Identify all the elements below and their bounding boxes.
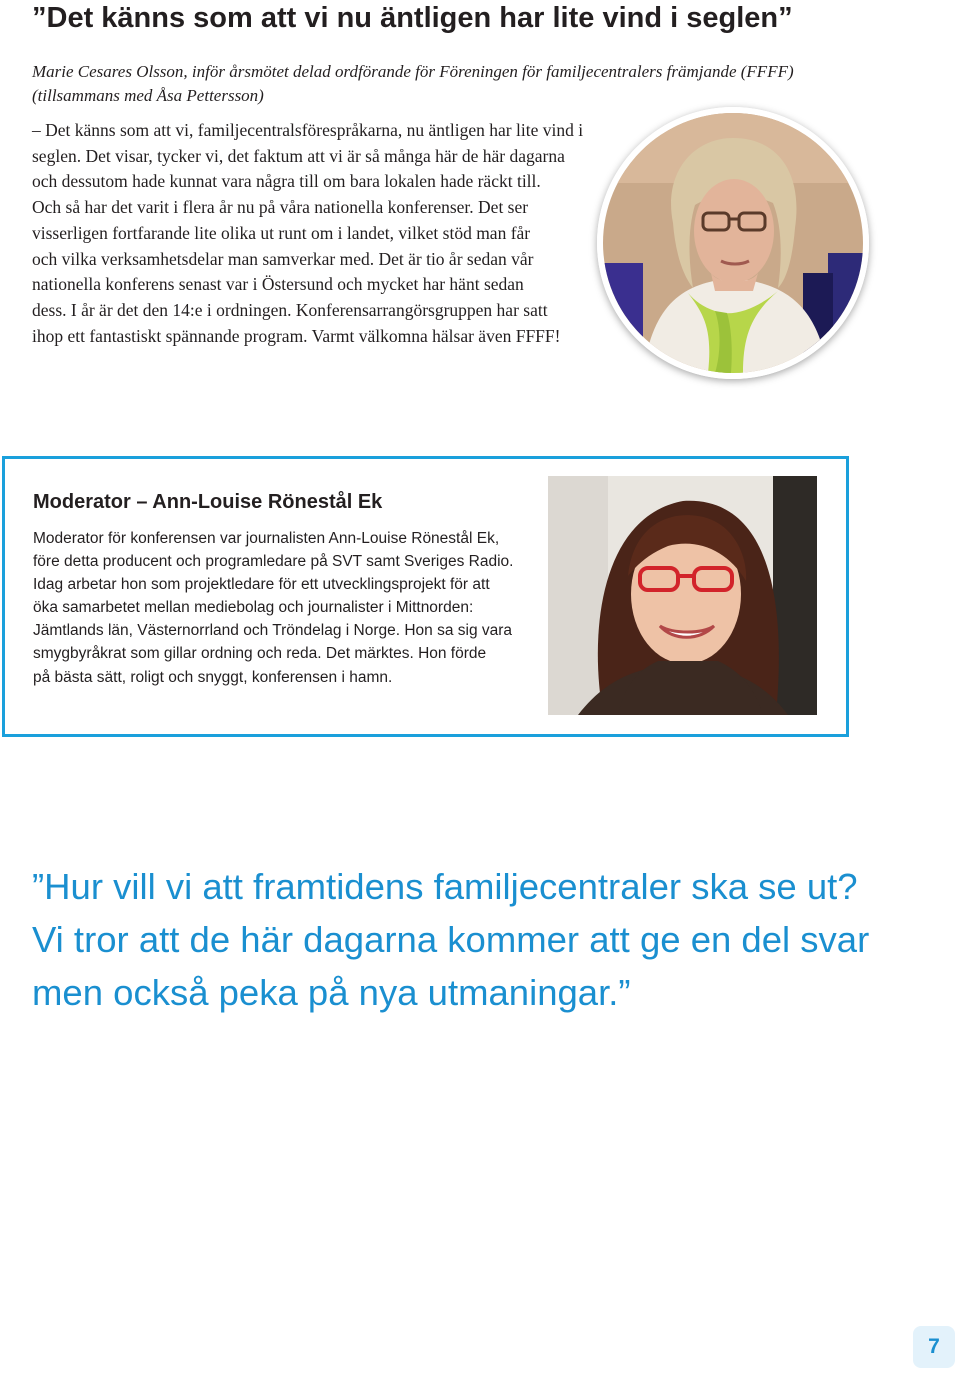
body-line: – Det känns som att vi, familjecentralsförespråkarna, nu äntligen har lite vind i	[32, 120, 584, 140]
page-number-badge: 7	[913, 1326, 955, 1368]
byline-line: Marie Cesares Olsson, inför årsmötet delad ordförande för Föreningen för familjecentralers främjande (FFFF)	[32, 62, 794, 81]
moderator-photo-illustration	[548, 476, 817, 715]
moderator-line: Idag arbetar hon som projektledare för ett utvecklingsprojekt för att	[33, 576, 490, 594]
body-line: ihop ett fantastiskt spännande program. Varmt välkomna hälsar även FFFF!	[32, 325, 561, 346]
body-line: nationella konferens senast var i Östersund och mycket har hänt sedan	[32, 274, 524, 295]
body-line: visserligen fortfarande lite olika ut runt om i landet, vilket stöd man får	[32, 222, 531, 243]
moderator-line: Jämtlands län, Västernorrland och Tröndelag i Norge. Hon sa sig vara	[33, 622, 513, 640]
moderator-photo	[548, 476, 817, 715]
moderator-title: Moderator – Ann-Louise Rönestål Ek	[33, 491, 383, 513]
speaker-portrait-photo	[597, 107, 869, 379]
article-headline: ”Det känns som att vi nu äntligen har lite vind i seglen”	[32, 2, 793, 34]
speaker-portrait-illustration	[603, 113, 863, 373]
body-line: Och så har det varit i flera år nu på våra nationella konferenser. Det ser	[32, 197, 529, 218]
moderator-info-box	[2, 456, 849, 737]
body-line: seglen. Det visar, tycker vi, det faktum att vi är så många här de här dagarna	[32, 145, 565, 166]
moderator-line: smygbyråkrat som gillar ordning och reda. Det märktes. Hon förde	[33, 645, 487, 663]
moderator-line: öka samarbetet mellan mediebolag och journalister i Mittnorden:	[33, 599, 474, 617]
body-line: och vilka verksamhetsdelar man samverkar med. Det är tio år sedan vår	[32, 248, 534, 269]
moderator-line: på bästa sätt, roligt och snyggt, konferensen i hamn.	[33, 668, 393, 686]
moderator-description	[33, 527, 533, 689]
article-byline	[32, 60, 832, 108]
moderator-line: Moderator för konferensen var journalisten Ann-Louise Rönestål Ek,	[33, 530, 500, 547]
body-line: och dessutom hade kunnat vara några till om bara lokalen hade räckt till.	[32, 171, 541, 192]
body-line: dess. I år är det den 14:e i ordningen. Konferensarrangörsgruppen har satt	[32, 299, 548, 320]
quote-line: Vi tror att de här dagarna kommer att ge en del svar	[32, 919, 870, 960]
quote-line: ”Hur vill vi att framtidens familjecentraler ska se ut?	[32, 866, 858, 907]
byline-line: (tillsammans med Åsa Pettersson)	[32, 86, 264, 105]
pull-quote	[32, 860, 912, 1019]
article-body	[32, 118, 632, 349]
quote-line: men också peka på nya utmaningar.”	[32, 972, 631, 1013]
moderator-line: före detta producent och programledare på SVT samt Sveriges Radio.	[33, 553, 514, 571]
